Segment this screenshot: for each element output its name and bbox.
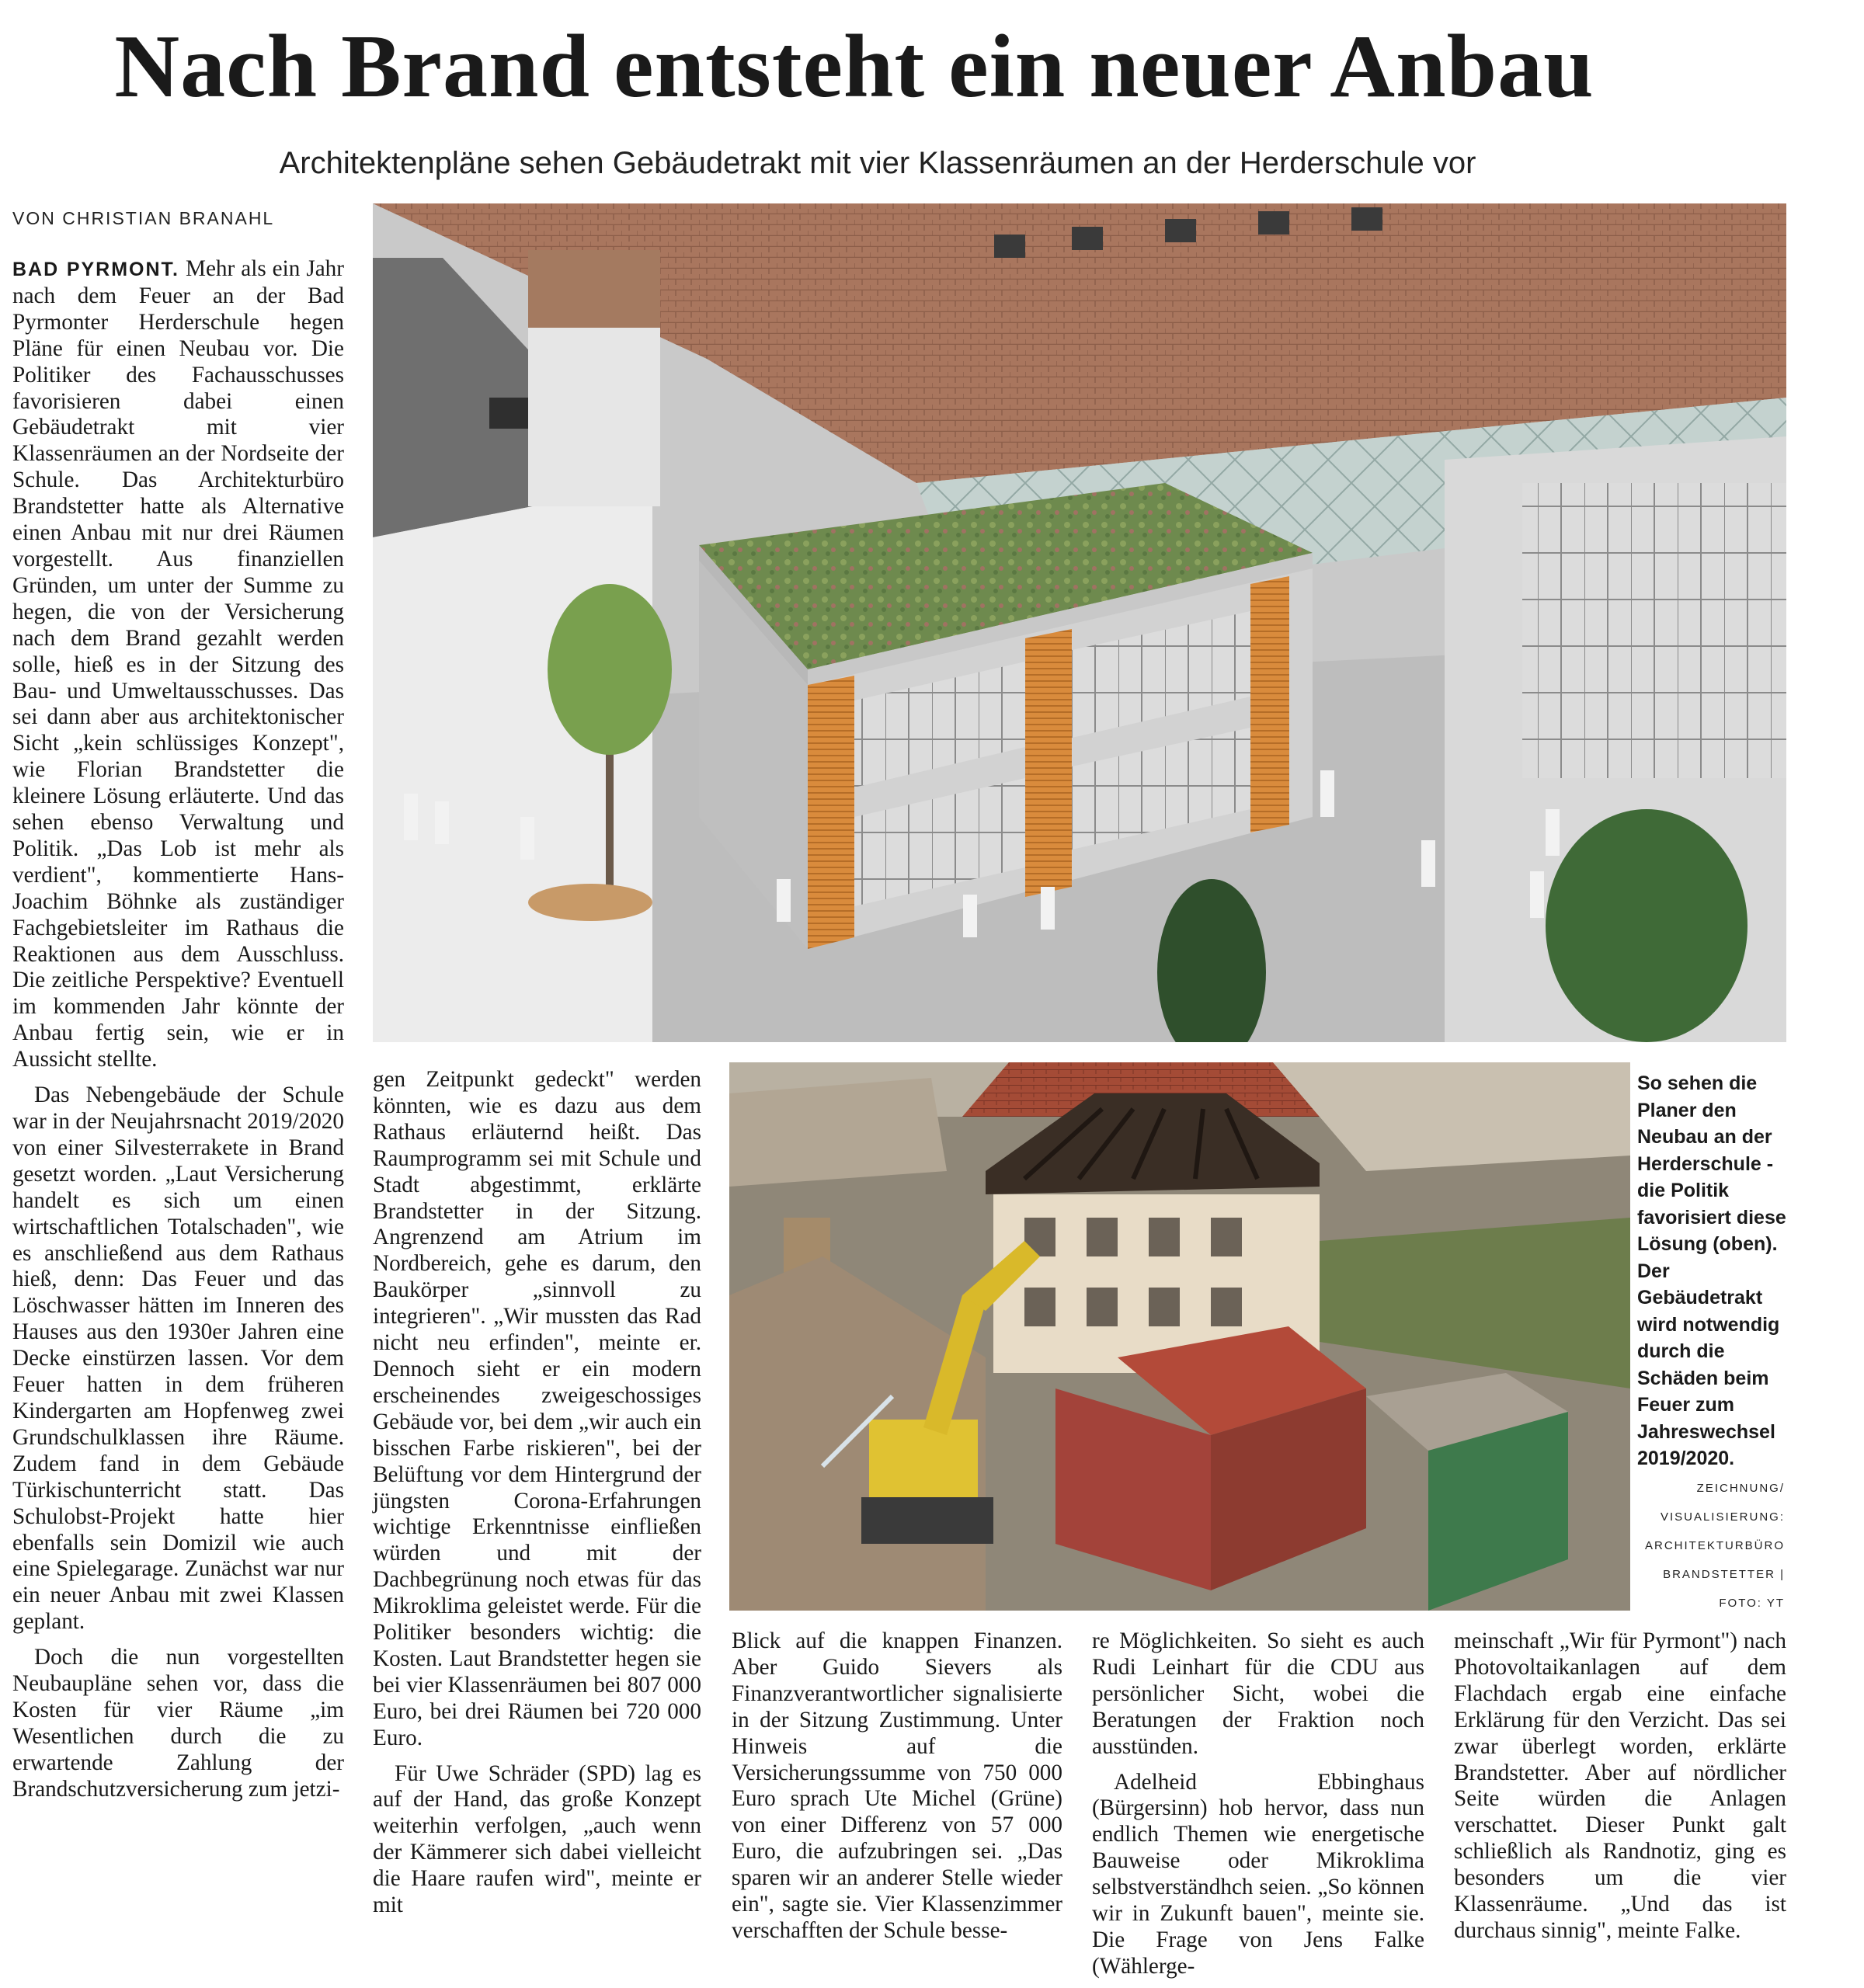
paragraph: Doch die nun vorgestellten Neubaupläne sehen vor, dass die Kosten für vier Räume „im Wesentlichen durch die zu erwartende Zahlung der Brandschutzversicherung zum jetzi- <box>12 1645 344 1802</box>
paragraph: Das Nebengebäude der Schule war in der Neujahrsnacht 2019/2020 von einer Silvesterrakete in Brand gesetzt worden. „Laut Versicherung handelt es sich um einen wirtschaftlichen Totalschaden", wie es anschließend aus dem Rathaus hieß, denn: Das Feuer und das Löschwasser hätten im Inneren des Hauses aus den 1930er Jahren eine Decke einstürzen lassen. Vor dem Feuer hatten in dem früheren Kindergarten am Hopfenweg zwei Grundschulklassen ihre Räume. Zudem fand in dem Gebäude Türkischunterricht statt. Das Schulobst-Projekt hatte hier ebenfalls sein Domizil wie auch eine Spielegarage. Zunächst war nur ein neuer Anbau mit zwei Klassen geplant. <box>12 1083 344 1635</box>
byline: VON CHRISTIAN BRANAHL <box>12 208 275 228</box>
architecture-rendering <box>373 203 1786 1042</box>
paragraph: Adelheid Ebbinghaus (Bürgersinn) hob hervor, dass nun endlich Themen wie energetische Bauweise oder Mikroklima selbstverständhch seien. „So können wir in Zukunft bauen", meinte sie. Die Frage von Jens Falke (Wählerge- <box>1092 1769 1424 1979</box>
paragraph: Für Uwe Schräder (SPD) lag es auf der Hand, das große Konzept weiterhin verfolgen, „auch wenn der Kämmerer sich dabei vielleicht die Haare raufen wird", meinte er mit <box>373 1760 701 1918</box>
paragraph: re Möglichkeiten. So sieht es auch Rudi Leinhart für die CDU aus persönlicher Sicht, wobei die Beratungen der Fraktion noch ausstünden. <box>1092 1628 1424 1759</box>
subtitle: Architektenpläne sehen Gebäudetrakt mit vier Klassenräumen an der Herderschule vor <box>279 146 1476 180</box>
paragraph: meinschaft „Wir für Pyrmont") nach Photovoltaikanlagen auf dem Flachdach ergab eine einfache Erklärung für den Verzicht. Das sei zwar überlegt worden, erklärte Brandstetter. Aber auf nördlicher Seite würden die Anlagen verschattet. Dieser Punkt galt schließlich als Randnotiz, ging es besonders um die vier Klassenräume. „Und das ist durchaus sinnig", meinte Falke. <box>1454 1628 1786 1943</box>
paragraph: Blick auf die knappen Finanzen. Aber Guido Sievers als Finanzverantwortlicher signalisierte in der Sitzung Zustimmung. Unter Hinweis auf die Versicherungssumme von 750 000 Euro sprach Ute Michel (Grüne) von einer Differenz von 57 000 Euro, die aufzubringen sei. „Das sparen wir an anderer Stelle wieder ein", sagte sie. Vier Klassenzimmer verschafften der Schule besse- <box>732 1628 1062 1943</box>
demolition-photo <box>729 1062 1630 1611</box>
photo-caption: So sehen die Planer den Neubau an der Herderschule - die Politik favorisiert diese Lösung (oben). Der Gebäudetrakt wird notwendig durch die Schäden beim Feuer zum Jahreswechsel 2019/2020. <box>1637 1072 1786 1469</box>
dateline: BAD PYRMONT. <box>12 259 179 280</box>
article-column-1 <box>12 256 344 1803</box>
headline: Nach Brand entsteht ein neuer Anbau <box>114 17 1594 116</box>
paragraph <box>12 256 344 1073</box>
article-column-3 <box>732 1628 1062 1945</box>
paragraph-text: Mehr als ein Jahr nach dem Feuer an der Bad Pyrmonter Herderschule hegen Pläne für einen Neubau vor. Die Politiker des Fachausschusses favorisieren dabei einen Gebäudetrakt mit vier Klassenräumen an der Nordseite der Schule. Das Architekturbüro Brandstetter hatte als Alternative einen Anbau mit nur drei Räumen vorgestellt. Aus finanziellen Gründen, um unter der Summe zu hegen, die von der Versicherung nach dem Brand gezahlt werden solle, hieß es in der Sitzung des Bau- und Umweltausschusses. Das sei dann aber aus architektonischer Sicht „kein schlüssiges Konzept", wie Florian Brandstetter die kleinere Lösung erläuterte. Und das sehen ebenso Verwaltung und Politik. „Das Lob ist mehr als verdient", kommentierte Hans-Joachim Böhnke als zuständiger Fachgebietsleiter im Rathaus die Reaktionen aus dem Ausschluss. Die zeitliche Perspektive? Eventuell im kommenden Jahr könnte der Anbau fertig sein, wie er in Aussicht stellte. <box>12 256 344 1072</box>
article-column-4 <box>1092 1628 1424 1980</box>
paragraph: gen Zeitpunkt gedeckt" werden könnten, wie es dazu aus dem Rathaus erläuternd heißt. Das Raumprogramm sei mit Schule und Stadt abgestimmt, erklärte Brandstetter in der Sitzung. Angrenzend am Atrium im Nordbereich, gehe es darum, den Baukörper „sinnvoll zu integrieren". „Wir mussten das Rad nicht neu erfinden", meinte er. Dennoch sieht er ein modern erscheinendes zweigeschossiges Gebäude vor, bei dem „wir auch ein bisschen Farbe riskieren", bei der Belüftung vor dem Hintergrund der jüngsten Corona-Erfahrungen wichtige Erkenntnisse einfließen würden und mit der Dachbegrünung noch etwas für das Mikroklima geleistet werde. Für die Politiker besonders wichtig: die Kosten. Laut Brandstetter hegen sie bei vier Klassenräumen bei 807 000 Euro, bei drei Räumen bei 720 000 Euro. <box>373 1067 701 1750</box>
article-column-5 <box>1454 1628 1786 1945</box>
photo-credit: ZEICHNUNG/ VISUALISIERUNG: ARCHITEKTURBÜRO BRANDSTETTER | FOTO: YT <box>1644 1482 1785 1610</box>
article-column-2 <box>373 1067 701 1919</box>
